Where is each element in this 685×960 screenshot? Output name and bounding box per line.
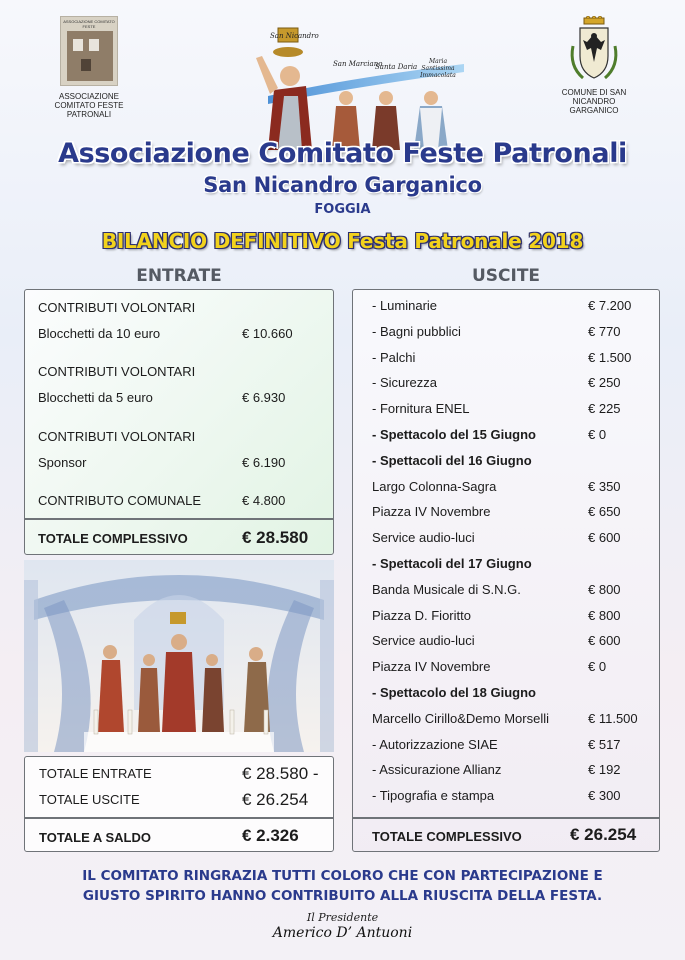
divider <box>353 817 659 819</box>
saint-label: San Marciano <box>333 60 383 68</box>
expense-row-label: - Spettacolo del 15 Giugno <box>372 427 536 442</box>
expenses-total-value: € 26.254 <box>570 825 637 844</box>
committee-logo-caption: ASSOCIAZIONE COMITATO FESTE PATRONALI <box>54 92 124 119</box>
province-label: FOGGIA <box>314 202 371 217</box>
income-total-label: TOTALE COMPLESSIVO <box>38 531 188 546</box>
president-name: Americo D’ Antuoni <box>272 925 413 941</box>
building-picture <box>67 31 113 81</box>
income-row-label: Blocchetti da 10 euro <box>38 326 161 341</box>
income-row-label: CONTRIBUTO COMUNALE <box>38 493 201 508</box>
expense-row-value: € 192 <box>588 762 621 778</box>
total-income-label: TOTALE ENTRATE <box>39 766 152 781</box>
expense-row-label: - Spettacolo del 18 Giugno <box>372 685 536 700</box>
budget-title: BILANCIO DEFINITIVO Festa Patronale 2018 <box>101 229 584 253</box>
town-subtitle: San Nicandro Garganico <box>203 173 482 197</box>
expense-row-value: € 770 <box>588 323 621 339</box>
income-total-value: € 28.580 <box>242 528 309 547</box>
expense-row-label: - Bagni pubblici <box>372 323 461 339</box>
income-row-label: CONTRIBUTI VOLONTARI <box>38 364 196 379</box>
saint-label: Santa Daria <box>375 63 418 71</box>
expense-row-label: Marcello Cirillo&Demo Morselli <box>372 710 549 726</box>
divider <box>25 518 333 520</box>
income-row-label: Sponsor <box>38 455 87 470</box>
total-expenses-label: TOTALE USCITE <box>39 792 140 807</box>
saint-label: San Nicandro <box>270 32 319 40</box>
total-income-value: € 28.580 - <box>242 764 319 783</box>
balance-label: TOTALE A SALDO <box>39 830 151 845</box>
income-row-value: € 10.660 <box>242 326 293 341</box>
divider <box>25 817 333 819</box>
expense-row-label: Service audio-luci <box>372 633 475 649</box>
expense-row-label: Piazza IV Novembre <box>372 659 491 675</box>
expense-row-label: Piazza D. Fioritto <box>372 607 471 623</box>
income-row-value: € 6.190 <box>242 455 286 470</box>
expense-row-value: € 7.200 <box>588 298 632 313</box>
thanks-line: GIUSTO SPIRITO HANNO CONTRIBUITO ALLA RIUSCITA DELLA FESTA. <box>82 888 603 904</box>
income-row-label: CONTRIBUTI VOLONTARI <box>38 429 196 444</box>
expense-row-value: € 11.500 <box>588 710 638 726</box>
income-row-label: Blocchetti da 5 euro <box>38 390 153 405</box>
expense-row-value: € 517 <box>588 736 621 752</box>
expense-row-value: € 650 <box>588 504 621 520</box>
expense-row-label: - Tipografia e stampa <box>372 788 495 804</box>
income-row-value: € 6.930 <box>242 390 286 405</box>
expense-row-label: - Autorizzazione SIAE <box>372 736 498 752</box>
expense-row-label: - Spettacoli del 16 Giugno <box>372 452 532 468</box>
income-row-value: € 4.800 <box>242 493 286 508</box>
expenses-table <box>352 289 660 852</box>
expense-row-value: € 0 <box>588 427 607 442</box>
expense-row-label: - Assicurazione Allianz <box>372 762 502 778</box>
balance-summary <box>24 756 334 852</box>
income-heading: ENTRATE <box>136 266 222 286</box>
association-title: Associazione Comitato Feste Patronali <box>58 138 627 169</box>
committee-logo <box>60 16 118 86</box>
expense-row-label: Banda Musicale di S.N.G. <box>372 581 521 597</box>
expense-row-label: - Sicurezza <box>372 375 438 391</box>
expense-row-value: € 225 <box>588 401 621 417</box>
expense-row-value: € 800 <box>588 581 621 597</box>
expenses-heading: USCITE <box>471 266 541 286</box>
income-table <box>24 289 334 555</box>
expense-row-label: - Fornitura ENEL <box>372 401 470 417</box>
expense-row-label: Largo Colonna-Sagra <box>372 478 497 494</box>
expense-row-value: € 800 <box>588 607 621 623</box>
expense-row-label: - Palchi <box>372 349 416 365</box>
expense-row-label: Service audio-luci <box>372 530 475 546</box>
expense-row-label: - Spettacoli del 17 Giugno <box>372 556 532 571</box>
expense-row-label: - Luminarie <box>372 298 438 313</box>
expense-row-value: € 600 <box>588 633 621 649</box>
expense-row-label: Piazza IV Novembre <box>372 504 491 520</box>
saint-label: Maria Santissima Immacolata <box>420 58 456 79</box>
expense-row-value: € 250 <box>588 375 621 391</box>
balance-value: € 2.326 <box>242 826 299 845</box>
total-expenses-value: € 26.254 <box>242 790 309 809</box>
patron-saints-illustration <box>228 18 464 150</box>
municipality-caption: COMUNE DI SAN NICANDRO GARGANICO <box>561 88 627 115</box>
expense-row-value: € 1.500 <box>588 349 632 365</box>
president-label: Il Presidente <box>306 911 379 924</box>
altar-statues-photo <box>24 560 334 752</box>
logo-inner-text: ASSOCIAZIONE COMITATO FESTE <box>63 19 115 29</box>
expense-row-value: € 0 <box>588 659 607 675</box>
expense-row-value: € 600 <box>588 530 621 546</box>
expenses-total-label: TOTALE COMPLESSIVO <box>372 829 522 844</box>
thanks-message <box>0 866 685 906</box>
municipality-coat-of-arms-icon <box>565 16 623 86</box>
income-row-label: CONTRIBUTI VOLONTARI <box>38 300 196 315</box>
thanks-line: IL COMITATO RINGRAZIA TUTTI COLORO CHE CON PARTECIPAZIONE E <box>82 868 603 884</box>
expense-row-value: € 300 <box>588 788 621 804</box>
expense-row-value: € 350 <box>588 478 621 494</box>
